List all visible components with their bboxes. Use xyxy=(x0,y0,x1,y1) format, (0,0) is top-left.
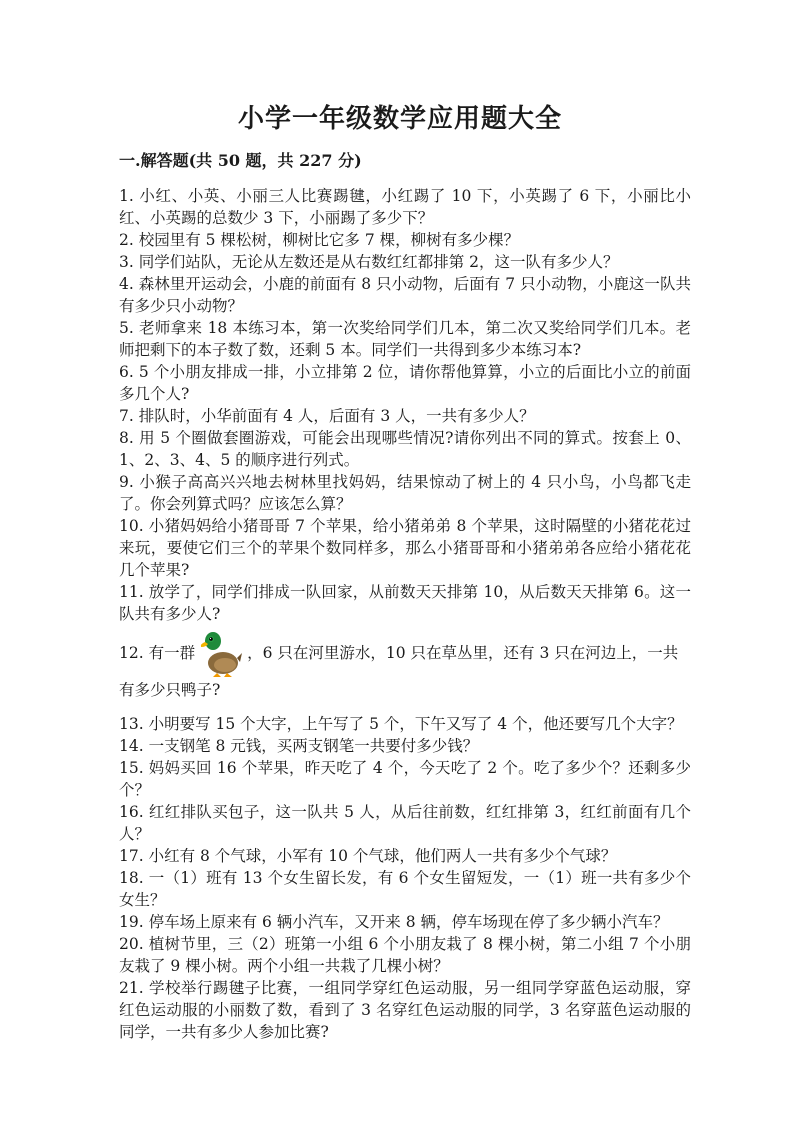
question-11: 11. 放学了，同学们排成一队回家，从前数天天排第 10，从后数天天排第 6。这一队共有多少人? xyxy=(119,583,691,623)
page-title: 小学一年级数学应用题大全 xyxy=(237,104,562,134)
question-7: 7. 排队时，小华前面有 4 人，后面有 3 人，一共有多少人？ xyxy=(119,407,535,425)
question-10: 10. 小猪妈妈给小猪哥哥 7 个苹果，给小猪弟弟 8 个苹果，这时隔壁的小猪花花过来玩，要使它们三个的苹果个数同样多，那么小猪哥哥和小猪弟弟各应给小猪花花几个苹果? xyxy=(119,517,691,579)
duck-icon xyxy=(199,628,243,678)
question-2: 2. 校园里有 5 棵松树，柳树比它多 7 棵，柳树有多少棵？ xyxy=(119,231,520,249)
question-15: 15. 妈妈买回 16 个苹果，昨天吃了 4 个，今天吃了 2 个。吃了多少个？还剩多少个？ xyxy=(119,759,691,799)
question-6: 6. 5 个小朋友排成一排，小立排第 2 位，请你帮他算算，小立的后面比小立的前面多几个人? xyxy=(119,363,691,403)
question-12-text-line2: 有多少只鸭子? xyxy=(119,681,221,699)
question-12-text-after: ，6 只在河里游水，10 只在草丛里，还有 3 只在河边上，一共 xyxy=(247,644,679,662)
question-17: 17. 小红有 8 个气球，小军有 10 个气球，他们两人一共有多少个气球？ xyxy=(119,847,617,865)
question-4: 4. 森林里开运动会，小鹿的前面有 8 只小动物，后面有 7 只小动物，小鹿这一队共有多少只小动物？ xyxy=(119,275,691,315)
question-12-text-before: 12. 有一群 xyxy=(119,644,196,662)
question-8: 8. 用 5 个圈做套圈游戏，可能会出现哪些情况?请你列出不同的算式。按套上 0、1、2、3、4、5 的顺序进行列式。 xyxy=(119,429,691,469)
question-5: 5. 老师拿来 18 本练习本，第一次奖给同学们几本，第二次又奖给同学们几本。老师把剩下的本子数了数，还剩 5 本。同学们一共得到多少本练习本? xyxy=(119,319,691,359)
question-9: 9. 小猴子高高兴兴地去树林里找妈妈，结果惊动了树上的 4 只小鸟，小鸟都飞走了。你会列算式吗？应该怎么算？ xyxy=(119,473,691,513)
question-12 xyxy=(119,629,691,701)
question-19: 19. 停车场上原来有 6 辆小汽车，又开来 8 辆，停车场现在停了多少辆小汽车？ xyxy=(119,913,669,931)
question-list xyxy=(119,185,691,1043)
question-13: 13. 小明要写 15 个大字，上午写了 5 个，下午又写了 4 个，他还要写几个大字？ xyxy=(119,715,683,733)
question-14: 14. 一支钢笔 8 元钱，买两支钢笔一共要付多少钱？ xyxy=(119,737,479,755)
question-3: 3. 同学们站队，无论从左数还是从右数红红都排第 2，这一队有多少人？ xyxy=(119,253,619,271)
question-1: 1. 小红、小英、小丽三人比赛踢毽，小红踢了 10 下，小英踢了 6 下，小丽比小红、小英踢的总数少 3 下，小丽踢了多少下？ xyxy=(119,187,691,227)
question-21: 21. 学校举行踢毽子比赛，一组同学穿红色运动服，另一组同学穿蓝色运动服，穿红色运动服的小丽数了数，看到了 3 名穿红色运动服的同学，3 名穿蓝色运动服的同学，一共有多少人参加比赛? xyxy=(119,979,691,1041)
section-heading: 一.解答题(共 50 题，共 227 分) xyxy=(119,151,362,170)
question-18: 18. 一（1）班有 13 个女生留长发，有 6 个女生留短发，一（1）班一共有多少个女生？ xyxy=(119,869,691,909)
question-16: 16. 红红排队买包子，这一队共 5 人，从后往前数，红红排第 3，红红前面有几个人？ xyxy=(119,803,691,843)
question-20: 20. 植树节里，三（2）班第一小组 6 个小朋友栽了 8 棵小树，第二小组 7 个小朋友栽了 9 棵小树。两个小组一共栽了几棵小树？ xyxy=(119,935,691,975)
